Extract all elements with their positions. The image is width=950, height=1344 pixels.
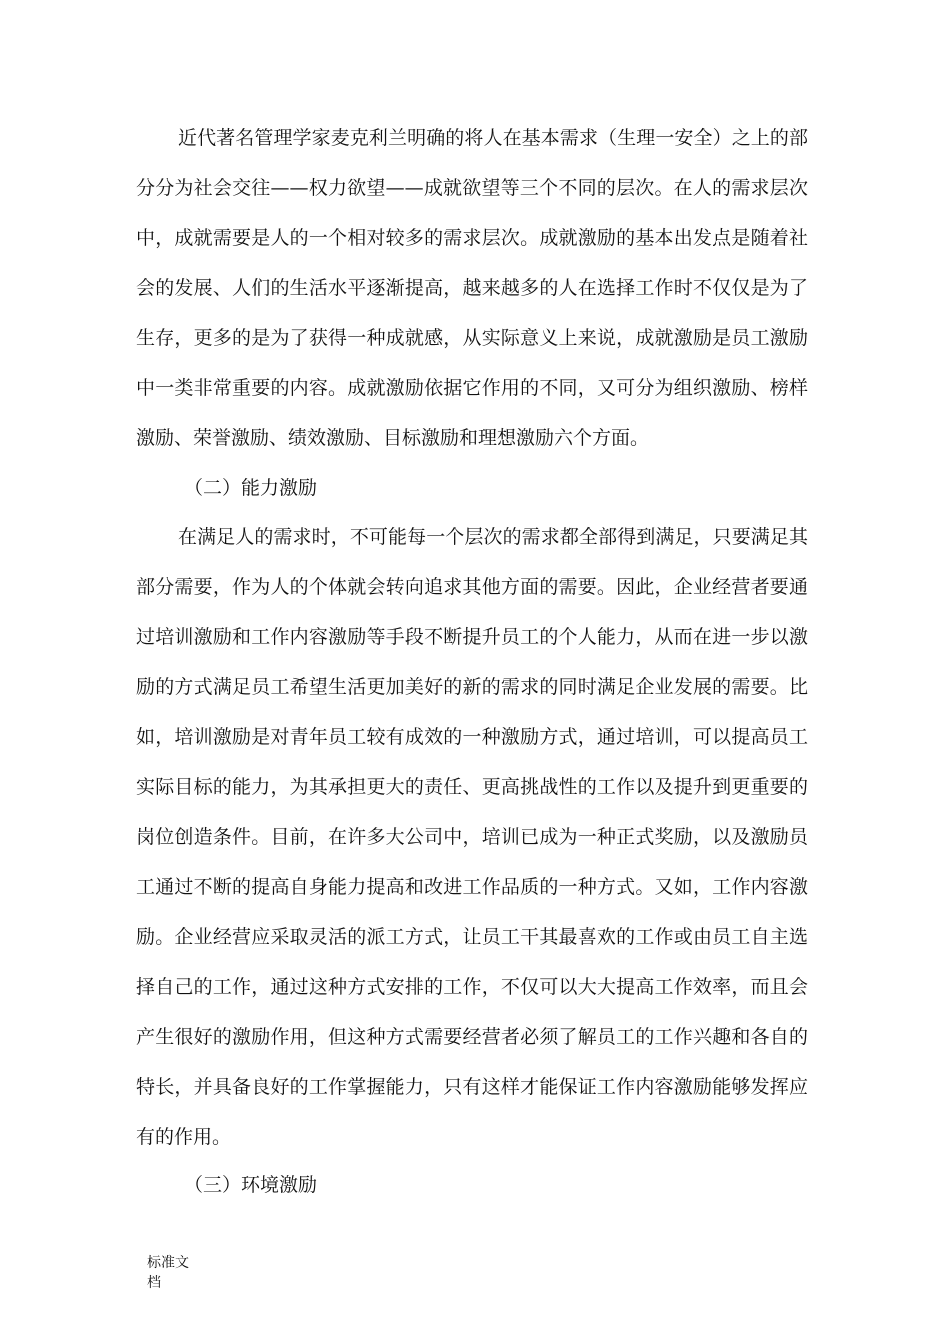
paragraph-line: 部分需要，作为人的个体就会转向追求其他方面的需要。因此，企业经营者要通 [136, 576, 808, 598]
paragraph-line: 工通过不断的提高自身能力提高和改进工作品质的一种方式。又如，工作内容激 [136, 876, 808, 898]
paragraph-line: 分分为社会交往——权力欲望——成就欲望等三个不同的层次。在人的需求层次 [136, 177, 808, 199]
paragraph-line: 择自己的工作，通过这种方式安排的工作，不仅可以大大提高工作效率，而且会 [136, 976, 808, 998]
paragraph-line: 生存，更多的是为了获得一种成就感，从实际意义上来说，成就激励是员工激励 [136, 327, 808, 349]
paragraph-ability-motivation [136, 512, 808, 1162]
footer-text-line: 档 [147, 1275, 161, 1291]
paragraph-line: 实际目标的能力，为其承担更大的责任、更高挑战性的工作以及提升到更重要的 [136, 776, 808, 798]
paragraph-achievement-motivation [136, 113, 808, 463]
paragraph-line: 会的发展、人们的生活水平逐渐提高，越来越多的人在选择工作时不仅仅是为了 [136, 277, 808, 299]
paragraph-line: 励的方式满足员工希望生活更加美好的新的需求的同时满足企业发展的需要。比 [136, 676, 808, 698]
footer-text-line: 标准文 [147, 1255, 189, 1271]
paragraph-line: 近代著名管理学家麦克利兰明确的将人在基本需求（生理一安全）之上的部 [178, 127, 808, 149]
paragraph-line: 特长，并具备良好的工作掌握能力，只有这样才能保证工作内容激励能够发挥应 [136, 1076, 808, 1098]
paragraph-line: 中一类非常重要的内容。成就激励依据它作用的不同，又可分为组织激励、榜样 [136, 377, 808, 399]
paragraph-line: 如，培训激励是对青年员工较有成效的一种激励方式，通过培训，可以提高员工 [136, 726, 808, 748]
paragraph-line: 岗位创造条件。目前，在许多大公司中，培训已成为一种正式奖励，以及激励员 [136, 826, 808, 848]
paragraph-line: 产生很好的激励作用，但这种方式需要经营者必须了解员工的工作兴趣和各自的 [136, 1026, 808, 1048]
paragraph-line: 过培训激励和工作内容激励等手段不断提升员工的个人能力，从而在进一步以激 [136, 626, 808, 648]
section-heading-environment: （三）环境激励 [184, 1174, 318, 1196]
paragraph-line: 激励、荣誉激励、绩效激励、目标激励和理想激励六个方面。 [136, 427, 650, 449]
page-footer [147, 1253, 207, 1293]
paragraph-line: 中，成就需要是人的一个相对较多的需求层次。成就激励的基本出发点是随着社 [136, 227, 808, 249]
section-heading-ability: （二）能力激励 [184, 477, 318, 499]
paragraph-line: 在满足人的需求时，不可能每一个层次的需求都全部得到满足，只要满足其 [178, 526, 808, 548]
paragraph-line: 励。企业经营应采取灵活的派工方式，让员工干其最喜欢的工作或由员工自主选 [136, 926, 808, 948]
paragraph-line: 有的作用。 [136, 1126, 232, 1148]
